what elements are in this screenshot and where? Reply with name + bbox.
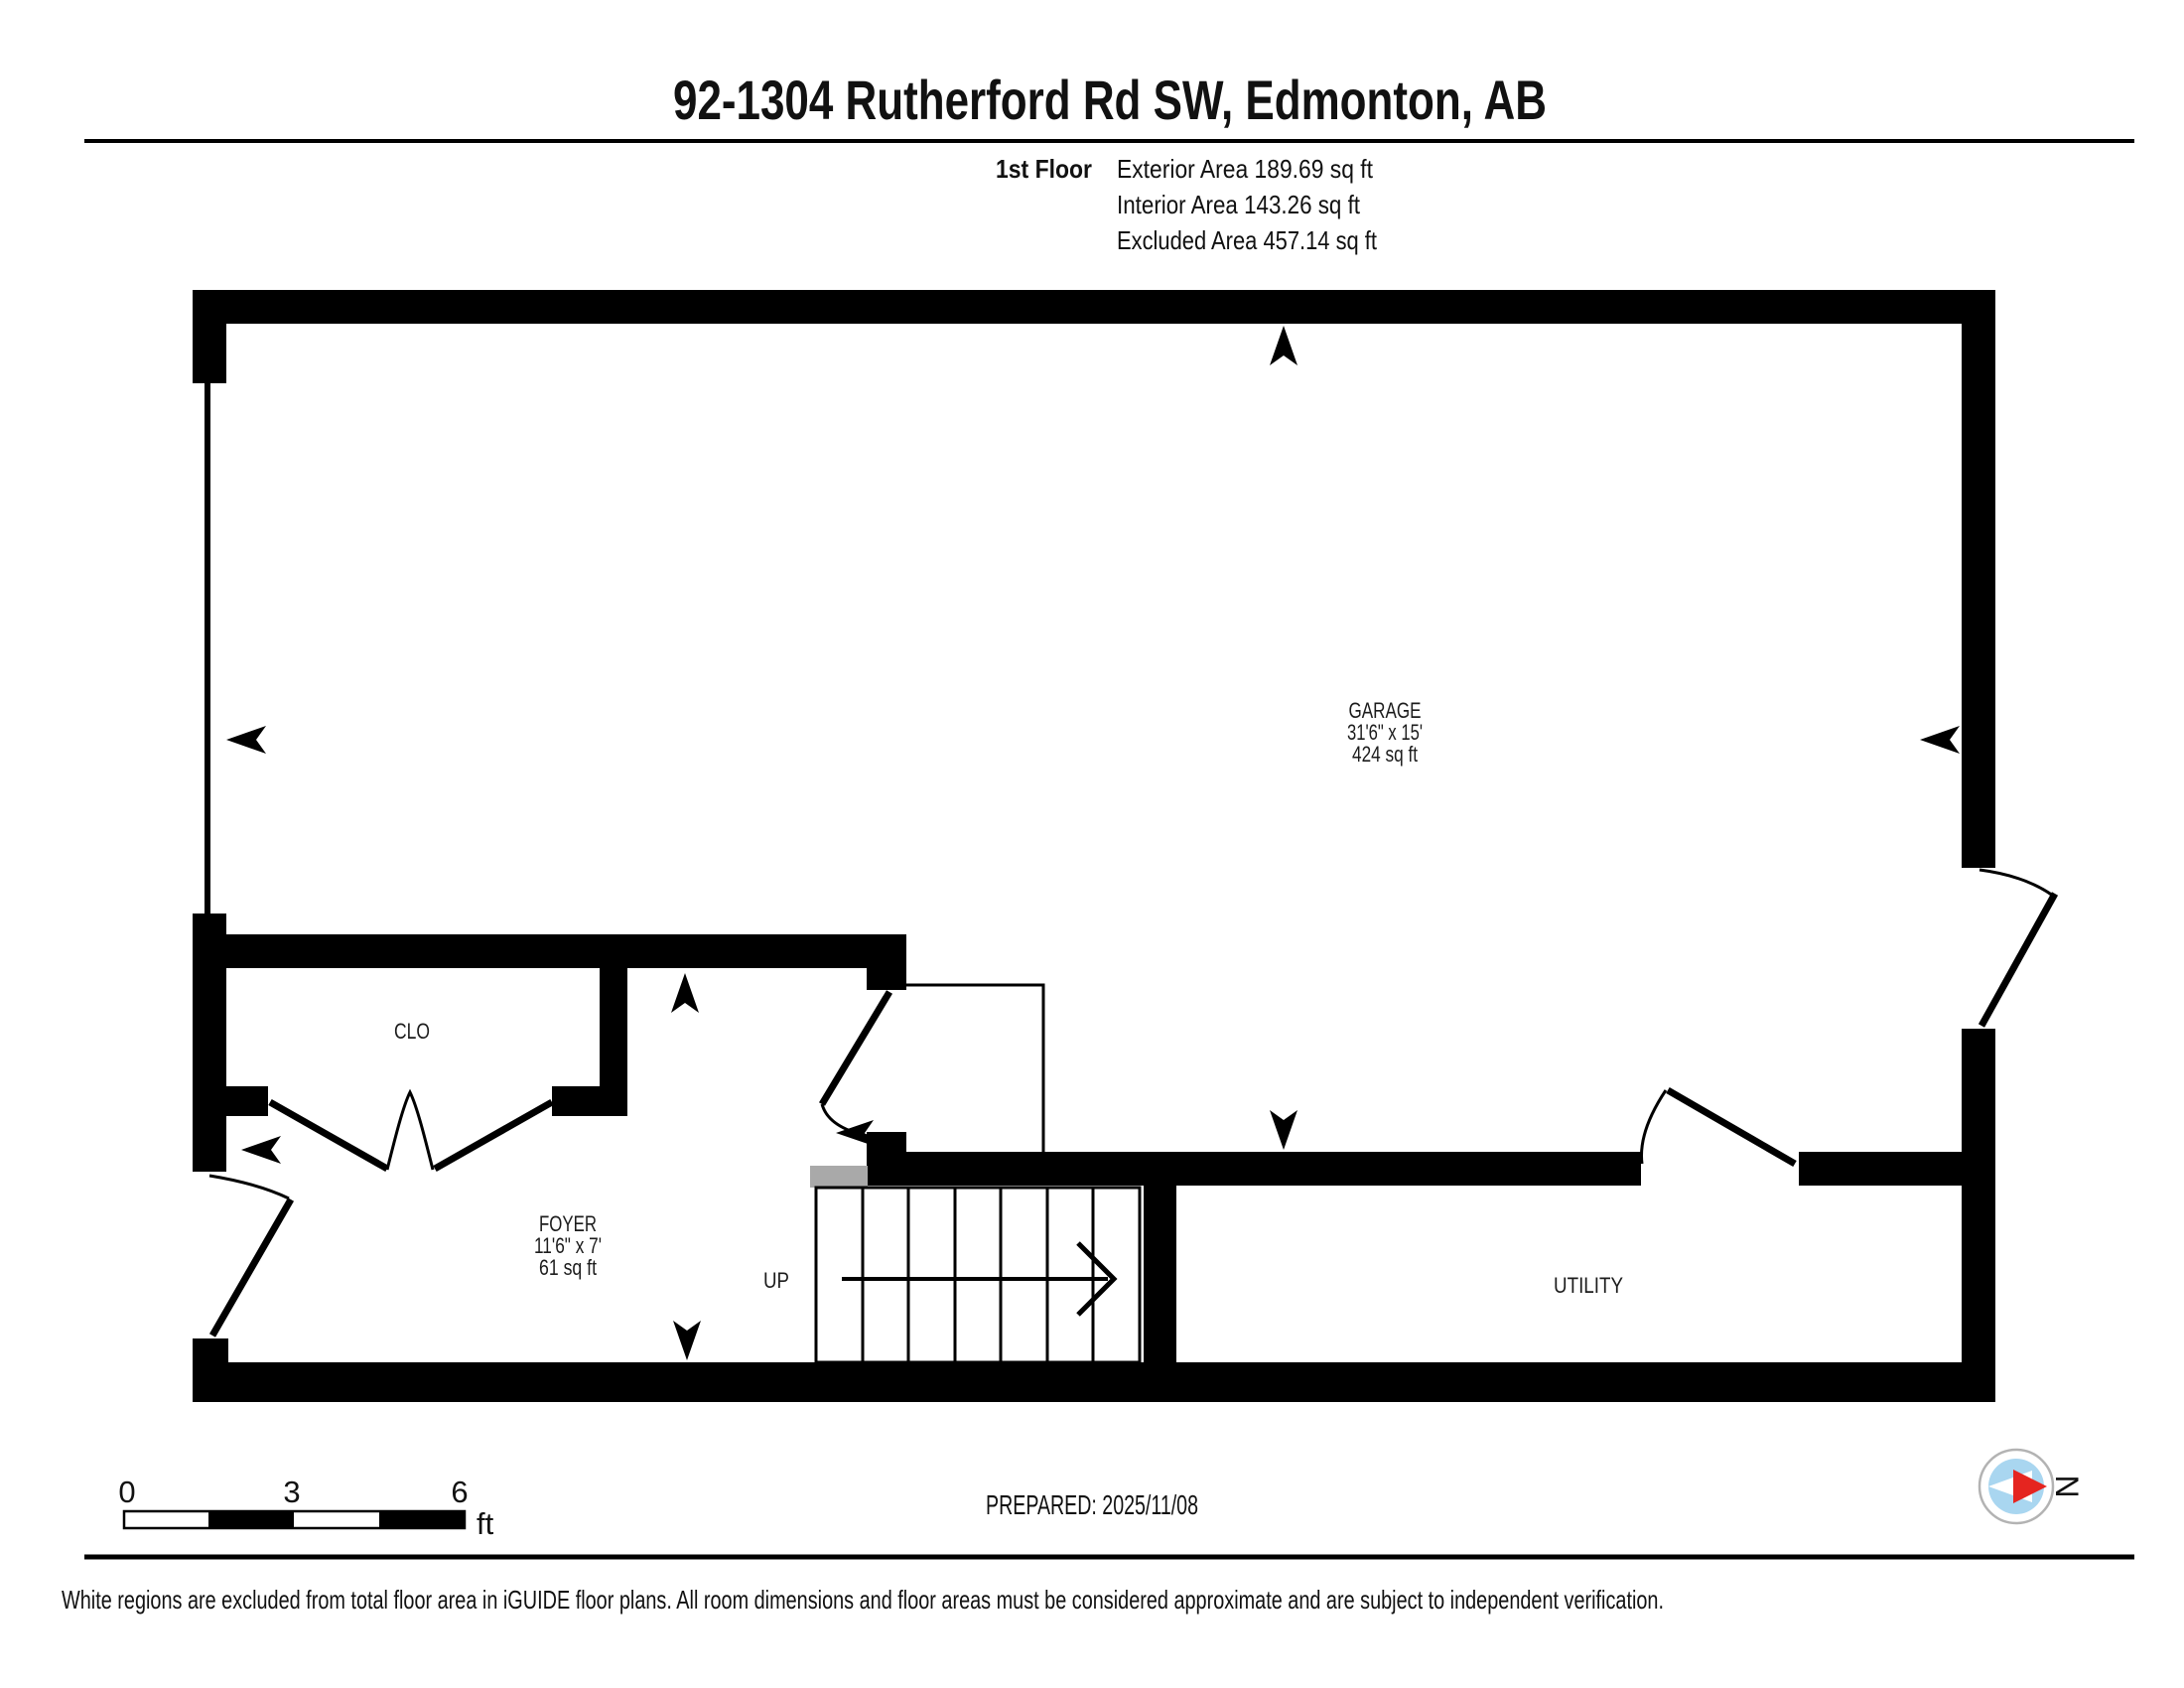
stair-landing-marker bbox=[810, 1166, 868, 1188]
marker-clo-left-icon bbox=[241, 1136, 281, 1164]
wall-garage-foyer bbox=[193, 934, 906, 968]
closet-right-wall bbox=[600, 968, 627, 1116]
wall-stair-utility bbox=[867, 1152, 1641, 1186]
wall-left-top-block bbox=[193, 290, 226, 383]
closet-door-left-leaf bbox=[270, 1102, 387, 1169]
garage-door-jamb bbox=[867, 968, 906, 990]
scale-bar bbox=[118, 1475, 493, 1541]
wall-stair-right bbox=[1144, 1152, 1176, 1362]
scale-tick-3: 3 bbox=[283, 1475, 301, 1509]
closet-door-spring bbox=[387, 1092, 433, 1170]
closet-left-jamb bbox=[226, 1086, 268, 1116]
floor-info bbox=[996, 154, 1378, 255]
entry-door-swing-arc bbox=[209, 1176, 289, 1198]
marker-foyer-up-icon bbox=[671, 973, 699, 1013]
foyer-area: 61 sq ft bbox=[539, 1255, 597, 1280]
wall-left-bottom-block bbox=[193, 1338, 228, 1398]
wall-right-lower bbox=[1962, 1029, 1995, 1402]
wall-utility-right-segment bbox=[1799, 1152, 1995, 1186]
stairs-up-label: UP bbox=[763, 1268, 789, 1293]
exterior-area-text: Exterior Area 189.69 sq ft bbox=[1117, 154, 1374, 184]
scale-tick-6: 6 bbox=[451, 1475, 469, 1509]
scale-bar-segment bbox=[208, 1511, 294, 1528]
prepared-date: PREPARED: 2025/11/08 bbox=[986, 1489, 1198, 1520]
stairwell-outline bbox=[906, 985, 1043, 1152]
entry-door-leaf bbox=[212, 1199, 291, 1336]
utility-door-leaf bbox=[1668, 1090, 1795, 1164]
wall-bottom bbox=[193, 1362, 1995, 1402]
marker-right-icon bbox=[1920, 726, 1960, 754]
stair-treads-box bbox=[816, 1188, 1140, 1362]
floor-label: 1st Floor bbox=[996, 154, 1092, 184]
compass-north-label: N bbox=[2049, 1475, 2085, 1498]
compass-icon bbox=[1979, 1450, 2085, 1523]
garage-man-door-leaf bbox=[822, 992, 889, 1104]
scale-tick-0: 0 bbox=[118, 1475, 136, 1509]
interior-area-text: Interior Area 143.26 sq ft bbox=[1117, 190, 1361, 219]
utility-door-swing-arc bbox=[1642, 1090, 1667, 1164]
marker-up-icon bbox=[1270, 326, 1297, 365]
closet-door-right-leaf bbox=[435, 1102, 552, 1169]
closet-right-jamb bbox=[552, 1086, 600, 1116]
closet-label: CLO bbox=[394, 1019, 430, 1044]
marker-foyer-down-icon bbox=[673, 1321, 701, 1360]
scale-bar-segment bbox=[379, 1511, 465, 1528]
marker-left-icon bbox=[226, 726, 266, 754]
garage-area: 424 sq ft bbox=[1352, 742, 1418, 767]
disclaimer-text: White regions are excluded from total floor area in iGUIDE floor plans. All room dimensions and floor areas must be considered approximate and are subject to independent verification. bbox=[62, 1585, 1664, 1615]
garage-label: GARAGE bbox=[1348, 698, 1422, 723]
excluded-area-text: Excluded Area 457.14 sq ft bbox=[1117, 225, 1378, 255]
scale-unit: ft bbox=[477, 1506, 494, 1541]
garage-door-line bbox=[205, 383, 210, 915]
wall-right-upper bbox=[1962, 290, 1995, 868]
wall-top bbox=[193, 290, 1995, 324]
side-exterior-door-swing-arc bbox=[1979, 870, 2053, 896]
foyer-dimensions: 11'6" x 7' bbox=[534, 1233, 602, 1258]
utility-label: UTILITY bbox=[1554, 1273, 1624, 1298]
garage-dimensions: 31'6" x 15' bbox=[1347, 720, 1423, 745]
marker-utility-down-icon bbox=[1270, 1110, 1297, 1150]
page-title: 92-1304 Rutherford Rd SW, Edmonton, AB bbox=[673, 69, 1547, 131]
room-labels bbox=[394, 698, 1623, 1298]
side-exterior-door-leaf bbox=[1981, 894, 2055, 1026]
foyer-label: FOYER bbox=[539, 1211, 597, 1236]
